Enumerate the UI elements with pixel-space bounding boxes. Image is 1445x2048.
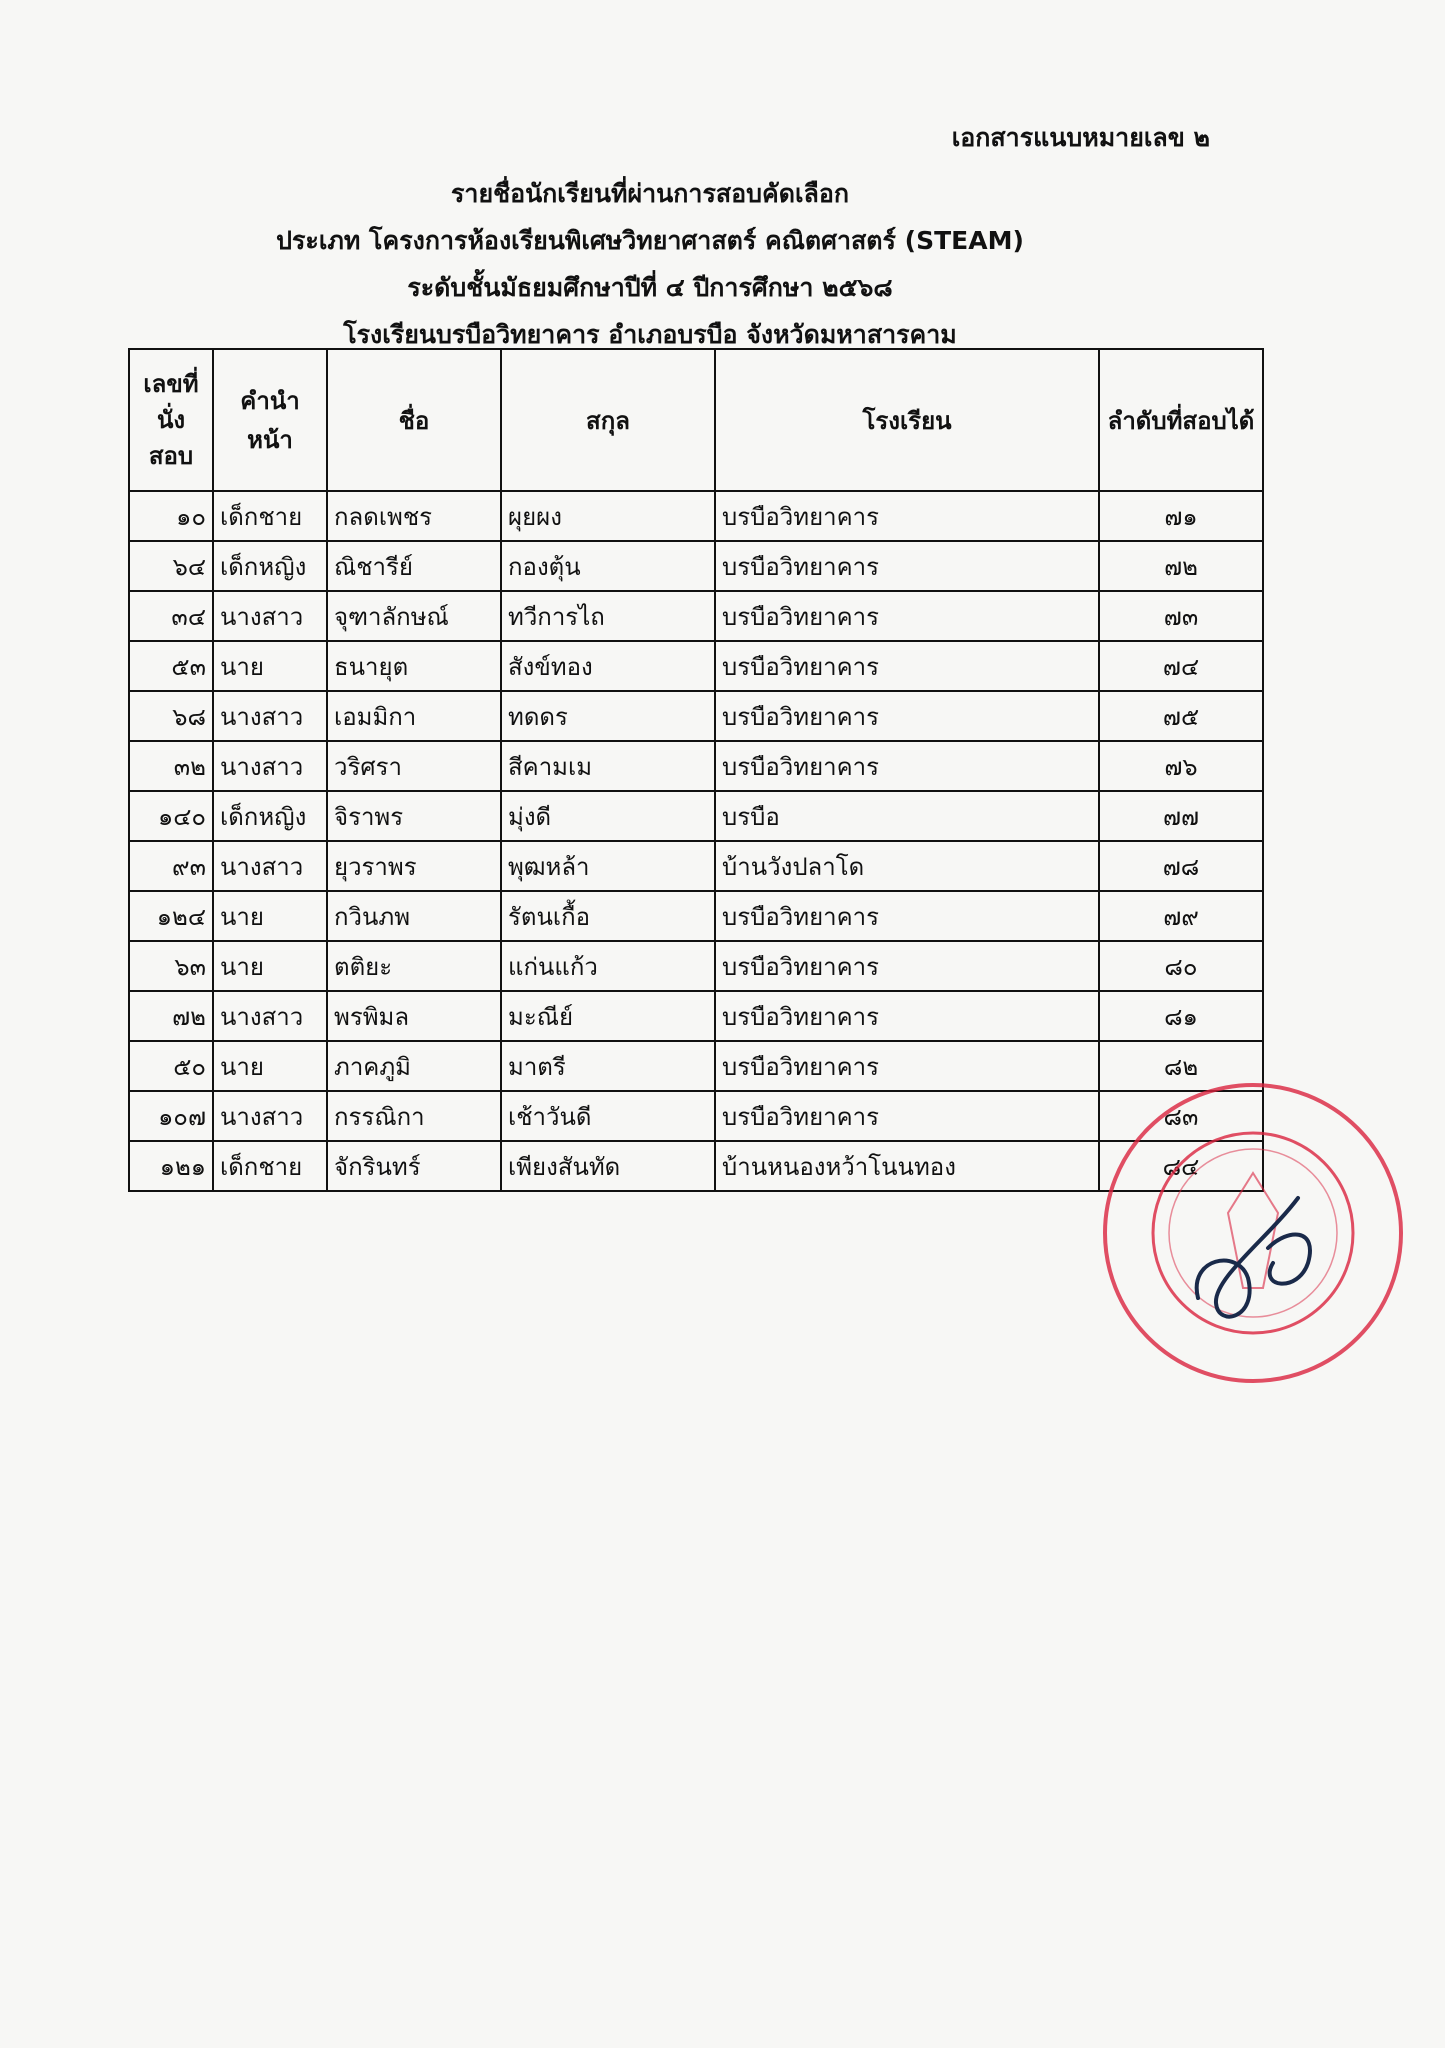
cell-rank: ๗๖: [1099, 741, 1263, 791]
header-prefix: คำนำหน้า: [213, 349, 327, 491]
cell-last-name: มาตรี: [501, 1041, 715, 1091]
cell-prefix: นางสาว: [213, 591, 327, 641]
cell-seat: ๙๓: [129, 841, 213, 891]
cell-seat: ๖๘: [129, 691, 213, 741]
header-last-name: สกุล: [501, 349, 715, 491]
cell-rank: ๗๒: [1099, 541, 1263, 591]
cell-seat: ๓๒: [129, 741, 213, 791]
cell-first-name: กลดเพชร: [327, 491, 501, 541]
cell-seat: ๑๒๑: [129, 1141, 213, 1191]
cell-first-name: กรรณิกา: [327, 1091, 501, 1141]
cell-school: บรบือวิทยาคาร: [715, 691, 1099, 741]
document-title: รายชื่อนักเรียนที่ผ่านการสอบคัดเลือก: [450, 179, 849, 208]
cell-rank: ๗๗: [1099, 791, 1263, 841]
cell-school: บรบือวิทยาคาร: [715, 1041, 1099, 1091]
table-row: [129, 591, 1263, 641]
cell-rank: ๘๒: [1099, 1041, 1263, 1091]
seal-outer-ring: [1105, 1085, 1401, 1381]
table-row: [129, 541, 1263, 591]
cell-prefix: นางสาว: [213, 1091, 327, 1141]
cell-first-name: จิราพร: [327, 791, 501, 841]
table-row: [129, 691, 1263, 741]
cell-school: บ้านหนองหว้าโนนทอง: [715, 1141, 1099, 1191]
table-row: [129, 991, 1263, 1041]
cell-first-name: พรพิมล: [327, 991, 501, 1041]
header-seat-line3: สอบ: [148, 442, 194, 470]
cell-last-name: กองตุ้น: [501, 541, 715, 591]
attachment-label: เอกสารแนบหมายเลข ๒: [951, 123, 1210, 152]
cell-last-name: ทวีการไถ: [501, 591, 715, 641]
table-row: [129, 941, 1263, 991]
cell-first-name: ณิชารีย์: [327, 541, 501, 591]
cell-seat: ๑๒๔: [129, 891, 213, 941]
cell-first-name: เอมมิกา: [327, 691, 501, 741]
cell-prefix: นางสาว: [213, 991, 327, 1041]
cell-prefix: นาย: [213, 891, 327, 941]
table-row: [129, 1141, 1263, 1191]
cell-prefix: เด็กหญิง: [213, 791, 327, 841]
cell-last-name: ผุยผง: [501, 491, 715, 541]
cell-school: บรบือวิทยาคาร: [715, 891, 1099, 941]
cell-seat: ๕๐: [129, 1041, 213, 1091]
cell-last-name: สังข์ทอง: [501, 641, 715, 691]
cell-last-name: พุฒหล้า: [501, 841, 715, 891]
cell-school: บรบือวิทยาคาร: [715, 491, 1099, 541]
cell-prefix: นางสาว: [213, 841, 327, 891]
level-line: ระดับชั้นมัธยมศึกษาปีที่ ๔ ปีการศึกษา ๒๕๖๘: [407, 273, 893, 302]
cell-seat: ๕๓: [129, 641, 213, 691]
cell-school: บรบือวิทยาคาร: [715, 741, 1099, 791]
table-row: [129, 741, 1263, 791]
cell-seat: ๖๔: [129, 541, 213, 591]
cell-school: บรบือวิทยาคาร: [715, 591, 1099, 641]
table-row: [129, 1091, 1263, 1141]
header-first-name: ชื่อ: [327, 349, 501, 491]
table-header-row: [129, 349, 1263, 491]
cell-school: บรบือวิทยาคาร: [715, 991, 1099, 1041]
cell-seat: ๓๔: [129, 591, 213, 641]
cell-last-name: ทดดร: [501, 691, 715, 741]
results-table: [128, 348, 1264, 1192]
document-headings: [250, 170, 1050, 358]
cell-seat: ๗๒: [129, 991, 213, 1041]
cell-rank: ๘๓: [1099, 1091, 1263, 1141]
signature-scribble: [1197, 1198, 1310, 1317]
cell-prefix: เด็กชาย: [213, 1141, 327, 1191]
cell-first-name: ยุวราพร: [327, 841, 501, 891]
cell-prefix: นางสาว: [213, 691, 327, 741]
cell-school: บรบือ: [715, 791, 1099, 841]
cell-last-name: มุ่งดี: [501, 791, 715, 841]
seal-inner-ring: [1153, 1133, 1353, 1333]
cell-seat: ๑๐๗: [129, 1091, 213, 1141]
cell-last-name: แก่นแก้ว: [501, 941, 715, 991]
table-row: [129, 1041, 1263, 1091]
cell-rank: ๘๔: [1099, 1141, 1263, 1191]
cell-prefix: นางสาว: [213, 741, 327, 791]
cell-prefix: นาย: [213, 641, 327, 691]
school-seal-stamp: [1098, 1078, 1408, 1388]
header-school: โรงเรียน: [715, 349, 1099, 491]
program-line: ประเภท โครงการห้องเรียนพิเศษวิทยาศาสตร์ คณิตศาสตร์ (STEAM): [276, 226, 1024, 255]
cell-first-name: ภาคภูมิ: [327, 1041, 501, 1091]
cell-first-name: ธนายุต: [327, 641, 501, 691]
cell-first-name: ตติยะ: [327, 941, 501, 991]
cell-last-name: รัตนเกื้อ: [501, 891, 715, 941]
cell-rank: ๗๘: [1099, 841, 1263, 891]
cell-school: บรบือวิทยาคาร: [715, 541, 1099, 591]
cell-rank: ๘๐: [1099, 941, 1263, 991]
cell-first-name: กวินภพ: [327, 891, 501, 941]
table-row: [129, 891, 1263, 941]
cell-seat: ๑๔๐: [129, 791, 213, 841]
cell-last-name: มะณีย์: [501, 991, 715, 1041]
cell-last-name: สีคามเม: [501, 741, 715, 791]
header-seat-line1: เลขที่: [143, 370, 199, 398]
cell-first-name: วริศรา: [327, 741, 501, 791]
cell-last-name: เพียงสันทัด: [501, 1141, 715, 1191]
cell-school: บรบือวิทยาคาร: [715, 941, 1099, 991]
header-rank: ลำดับที่สอบได้: [1099, 349, 1263, 491]
table-row: [129, 641, 1263, 691]
cell-prefix: นาย: [213, 1041, 327, 1091]
school-line: โรงเรียนบรบือวิทยาคาร อำเภอบรบือ จังหวัดมหาสารคาม: [343, 320, 957, 349]
cell-rank: ๘๑: [1099, 991, 1263, 1041]
cell-prefix: เด็กชาย: [213, 491, 327, 541]
cell-rank: ๗๓: [1099, 591, 1263, 641]
cell-rank: ๗๑: [1099, 491, 1263, 541]
cell-last-name: เช้าวันดี: [501, 1091, 715, 1141]
table-row: [129, 841, 1263, 891]
cell-rank: ๗๙: [1099, 891, 1263, 941]
cell-rank: ๗๕: [1099, 691, 1263, 741]
header-seat: [129, 349, 213, 491]
cell-school: บรบือวิทยาคาร: [715, 641, 1099, 691]
cell-seat: ๖๓: [129, 941, 213, 991]
cell-school: บ้านวังปลาโด: [715, 841, 1099, 891]
cell-prefix: นาย: [213, 941, 327, 991]
header-seat-line2: นั่ง: [156, 406, 186, 434]
cell-first-name: จักรินทร์: [327, 1141, 501, 1191]
cell-prefix: เด็กหญิง: [213, 541, 327, 591]
cell-first-name: จุฑาลักษณ์: [327, 591, 501, 641]
cell-rank: ๗๔: [1099, 641, 1263, 691]
table-row: [129, 791, 1263, 841]
cell-seat: ๑๐: [129, 491, 213, 541]
cell-school: บรบือวิทยาคาร: [715, 1091, 1099, 1141]
table-row: [129, 491, 1263, 541]
